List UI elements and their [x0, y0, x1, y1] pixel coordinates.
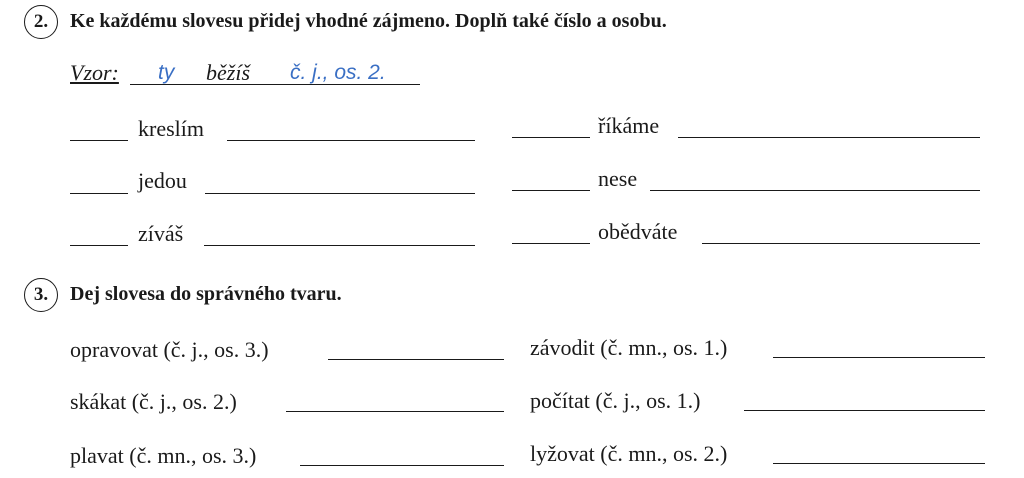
- verb-label: kreslím: [138, 116, 204, 141]
- answer-blank[interactable]: [773, 357, 985, 358]
- conjugation-prompt: opravovat (č. j., os. 3.): [70, 337, 269, 362]
- exercise-number-3: 3.: [24, 278, 58, 312]
- example-verb: běžíš: [206, 60, 250, 85]
- example-pronoun: ty: [158, 61, 175, 84]
- conjugation-prompt: lyžovat (č. mn., os. 2.): [530, 441, 728, 466]
- conjugation-prompt: počítat (č. j., os. 1.): [530, 388, 701, 413]
- answer-blank[interactable]: [678, 137, 980, 138]
- answer-blank[interactable]: [650, 190, 980, 191]
- verb-label: říkáme: [598, 113, 660, 138]
- pronoun-blank[interactable]: [70, 193, 128, 194]
- pronoun-blank[interactable]: [512, 137, 590, 138]
- answer-blank[interactable]: [773, 463, 985, 464]
- verb-label: nese: [598, 166, 638, 191]
- pronoun-blank[interactable]: [512, 190, 590, 191]
- exercise-number-2: 2.: [24, 5, 58, 39]
- exercise-3-instruction: Dej slovesa do správného tvaru.: [70, 283, 342, 305]
- conjugation-prompt: skákat (č. j., os. 2.): [70, 389, 237, 414]
- example-answer: č. j., os. 2.: [290, 61, 386, 84]
- example-label: Vzor:: [70, 60, 119, 85]
- answer-blank[interactable]: [204, 245, 475, 246]
- pronoun-blank[interactable]: [512, 243, 590, 244]
- answer-blank[interactable]: [205, 193, 475, 194]
- conjugation-prompt: závodit (č. mn., os. 1.): [530, 335, 728, 360]
- answer-blank[interactable]: [744, 410, 985, 411]
- conjugation-prompt: plavat (č. mn., os. 3.): [70, 443, 257, 468]
- answer-blank[interactable]: [300, 465, 504, 466]
- verb-label: jedou: [138, 168, 187, 193]
- pronoun-blank[interactable]: [70, 140, 128, 141]
- verb-label: obědváte: [598, 219, 678, 244]
- exercise-2-instruction: Ke každému slovesu přidej vhodné zájmeno. Doplň také číslo a osobu.: [70, 10, 667, 32]
- pronoun-blank[interactable]: [70, 245, 128, 246]
- answer-blank[interactable]: [328, 359, 504, 360]
- answer-blank[interactable]: [702, 243, 980, 244]
- answer-blank[interactable]: [227, 140, 475, 141]
- answer-blank[interactable]: [286, 411, 504, 412]
- verb-label: zíváš: [138, 221, 184, 246]
